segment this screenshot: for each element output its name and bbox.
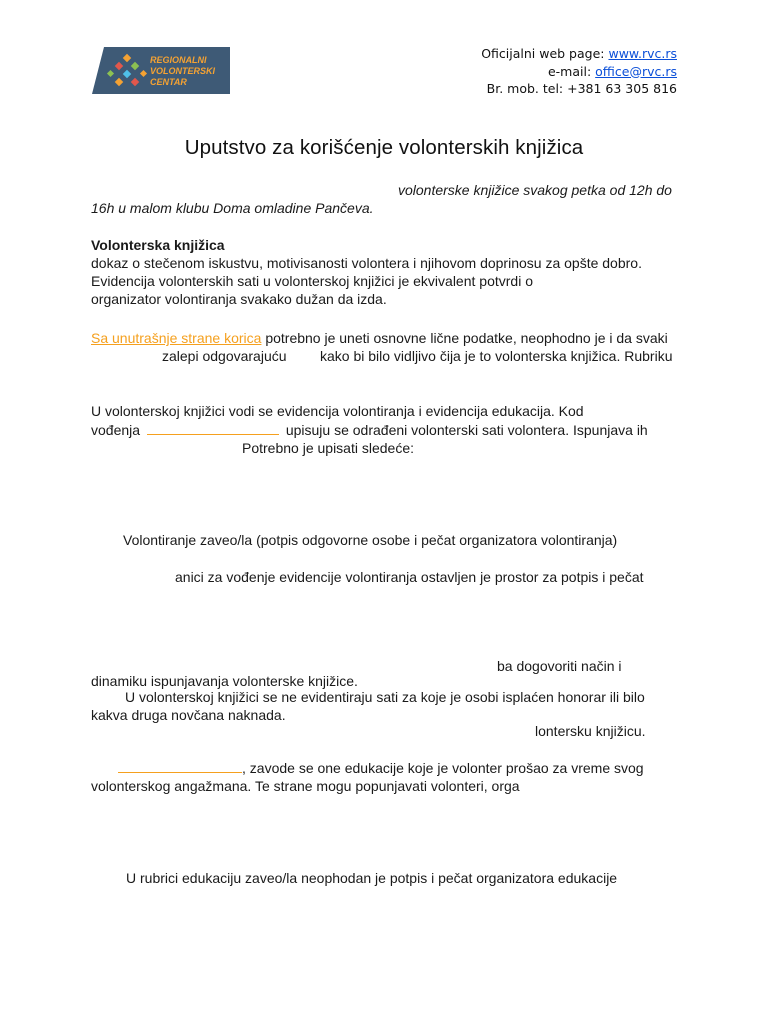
p7-line4: kakva druga novčana naknada. xyxy=(91,707,286,723)
email-label: e-mail: xyxy=(547,63,596,79)
p8-line1-text: , zavode se one edukacije koje je volonter prošao za vreme svog xyxy=(242,760,644,776)
p5-text: Volontiranje zaveo/la (potpis odgovorne osobe i pečat organizatora volontiranja) xyxy=(123,532,618,548)
p3-line1 xyxy=(91,329,668,347)
p4-line2 xyxy=(91,421,648,439)
p2-heading: Volonterska knjižica xyxy=(91,237,225,253)
p8-line2: volonterskog angažmana. Te strane mogu popunjavati volonteri, orga xyxy=(91,778,520,794)
p2-line1: dokaz o stečenom iskustvu, motivisanosti volontera i njihovom doprinosu za opšte dobro. xyxy=(91,255,642,271)
logo-line-1: REGIONALNI xyxy=(150,55,207,65)
p4-line1: U volonterskoj knjižici vodi se evidencija volontiranja i evidencija edukacija. Kod xyxy=(91,403,584,419)
p3-line2a: zalepi odgovarajuću xyxy=(162,348,287,364)
p8-line1 xyxy=(118,759,644,777)
p7-line5: lontersku knjižicu. xyxy=(535,723,646,739)
phone-text: Br. mob. tel: +381 63 305 816 xyxy=(486,81,677,96)
p7-line1: ba dogovoriti način i xyxy=(497,658,622,674)
p3-highlight-link[interactable]: Sa unutrašnje strane korica xyxy=(91,330,262,346)
logo-line-2: VOLONTERSKI xyxy=(150,66,216,76)
web-label: Oficijalni web page: xyxy=(481,46,609,61)
p6-text: anici za vođenje evidencije volontiranja ostavljen je prostor za potpis i pečat xyxy=(175,569,644,585)
rvc-logo xyxy=(92,47,230,94)
page-title: Uputstvo za korišćenje volonterskih knjižica xyxy=(184,136,584,159)
p7-line2: dinamiku ispunjavanja volonterske knjižice. xyxy=(91,673,358,689)
p7-line3: U volonterskoj knjižici se ne evidentiraju sati za koje je osobi isplaćen honorar ili bilo xyxy=(125,689,645,705)
p1-line1: volonterske knjižice svakog petka od 12h do xyxy=(398,182,672,198)
logo-line-3: CENTAR xyxy=(150,77,187,87)
web-link[interactable]: www.rvc.rs xyxy=(608,46,677,61)
p8-blank-line xyxy=(118,760,242,773)
p4-line2b: upisuju se odrađeni volonterski sati volontera. Ispunjava ih xyxy=(285,422,648,438)
p2-line3: organizator volontiranja svakako dužan da izda. xyxy=(91,291,387,307)
p4-line3: Potrebno je upisati sledeće: xyxy=(242,440,414,456)
contact-block xyxy=(481,45,677,98)
p9-text: U rubrici edukaciju zaveo/la neophodan je potpis i pečat organizatora edukacije xyxy=(126,870,618,886)
email-link[interactable]: office@rvc.rs xyxy=(595,63,677,79)
p3-line1-rest: potrebno je uneti osnovne lične podatke, neophodno je i da svaki xyxy=(261,330,668,346)
p1-line2: 16h u malom klubu Doma omladine Pančeva. xyxy=(91,200,374,216)
p4-line2a: vođenja xyxy=(91,422,141,438)
p2-line2: Evidencija volonterskih sati u volonterskoj knjižici je ekvivalent potvrdi o xyxy=(91,273,533,289)
p4-blank-line xyxy=(147,422,279,435)
p3-line2b: kako bi bilo vidljivo čija je to volonterska knjižica. Rubriku xyxy=(320,348,673,364)
